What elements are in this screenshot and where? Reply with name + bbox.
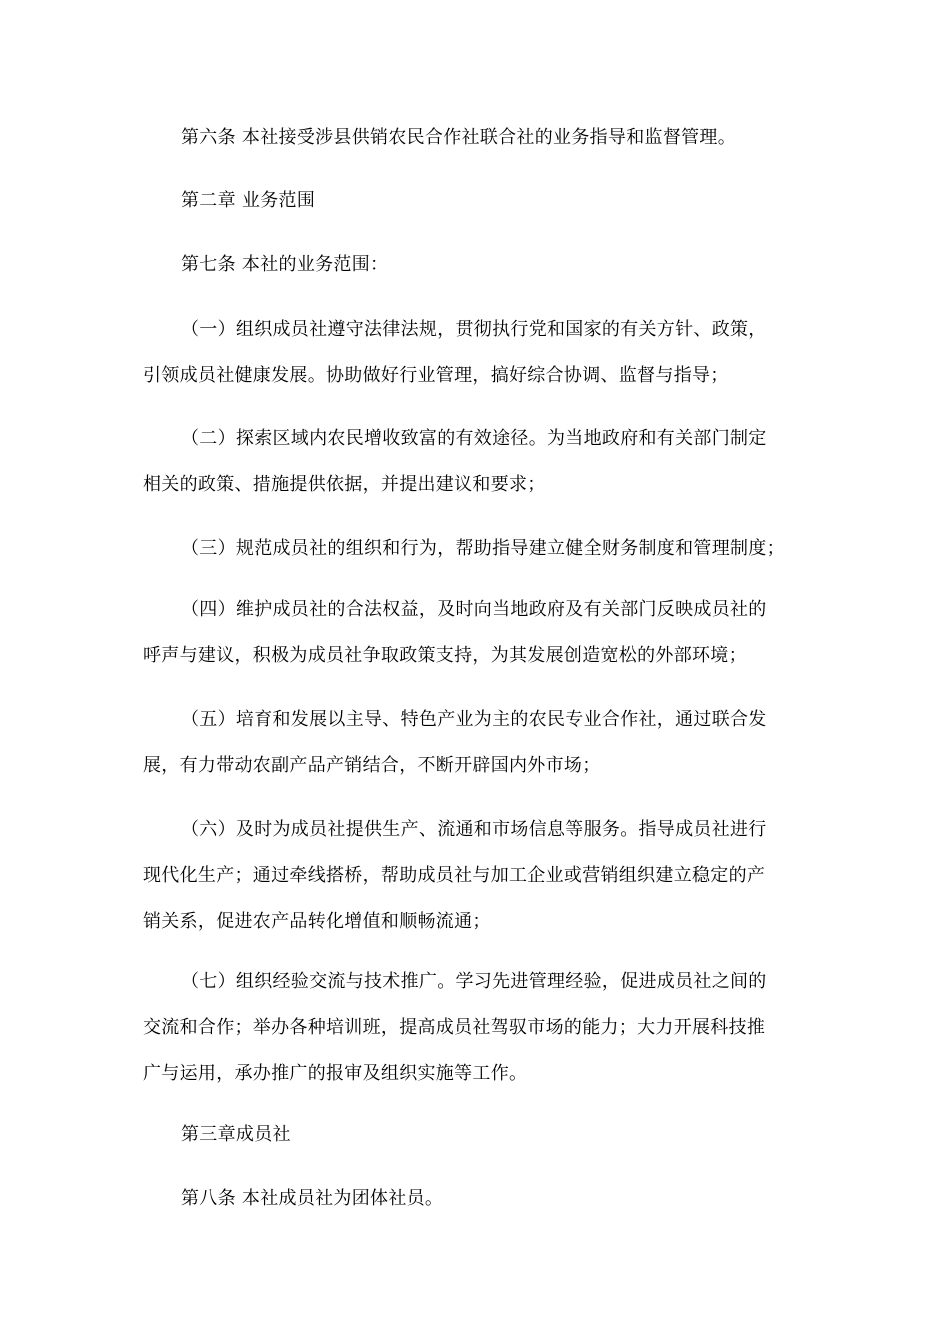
text-line: 第三章成员社: [181, 1124, 291, 1145]
chapter-2-heading: [143, 178, 808, 224]
item-1: [143, 307, 808, 399]
text-line: 展，有力带动农副产品产销结合，不断开辟国内外市场；: [143, 755, 601, 776]
text-line: （三）规范成员社的组织和行为，帮助指导建立健全财务制度和管理制度；: [181, 538, 785, 559]
text-line: （四）维护成员社的合法权益，及时向当地政府及有关部门反映成员社的: [181, 599, 767, 620]
article-7: [143, 242, 808, 288]
text-line: 呼声与建议，积极为成员社争取政策支持，为其发展创造宽松的外部环境；: [143, 645, 747, 666]
text-line: （七）组织经验交流与技术推广。学习先进管理经验，促进成员社之间的: [181, 971, 767, 992]
article-8: [143, 1176, 808, 1222]
text-line: （一）组织成员社遵守法律法规，贯彻执行党和国家的有关方针、政策，: [181, 319, 767, 340]
text-line: 广与运用，承办推广的报审及组织实施等工作。: [143, 1063, 528, 1084]
item-7: [143, 959, 808, 1097]
chapter-3-heading: [143, 1112, 808, 1158]
text-line: 相关的政策、措施提供依据，并提出建议和要求；: [143, 474, 546, 495]
text-line: （二）探索区域内农民增收致富的有效途径。为当地政府和有关部门制定: [181, 428, 767, 449]
item-6: [143, 807, 808, 945]
text-line: 销关系，促进农产品转化增值和顺畅流通；: [143, 911, 491, 932]
item-5: [143, 697, 808, 789]
text-line: 第八条 本社成员社为团体社员。: [181, 1188, 444, 1209]
text-line: 第六条 本社接受涉县供销农民合作社联合社的业务指导和监督管理。: [181, 127, 737, 148]
text-line: 现代化生产；通过牵线搭桥，帮助成员社与加工企业或营销组织建立稳定的产: [143, 865, 766, 886]
text-line: （六）及时为成员社提供生产、流通和市场信息等服务。指导成员社进行: [181, 819, 767, 840]
text-line: 交流和合作；举办各种培训班，提高成员社驾驭市场的能力；大力开展科技推: [143, 1017, 766, 1038]
article-6: [143, 115, 808, 161]
text-line: 引领成员社健康发展。协助做好行业管理，搞好综合协调、监督与指导；: [143, 365, 729, 386]
text-line: 第七条 本社的业务范围：: [181, 254, 389, 275]
text-line: 第二章 业务范围: [181, 190, 316, 211]
item-3: [143, 526, 808, 572]
item-2: [143, 416, 808, 508]
item-4: [143, 587, 808, 679]
text-line: （五）培育和发展以主导、特色产业为主的农民专业合作社，通过联合发: [181, 709, 767, 730]
